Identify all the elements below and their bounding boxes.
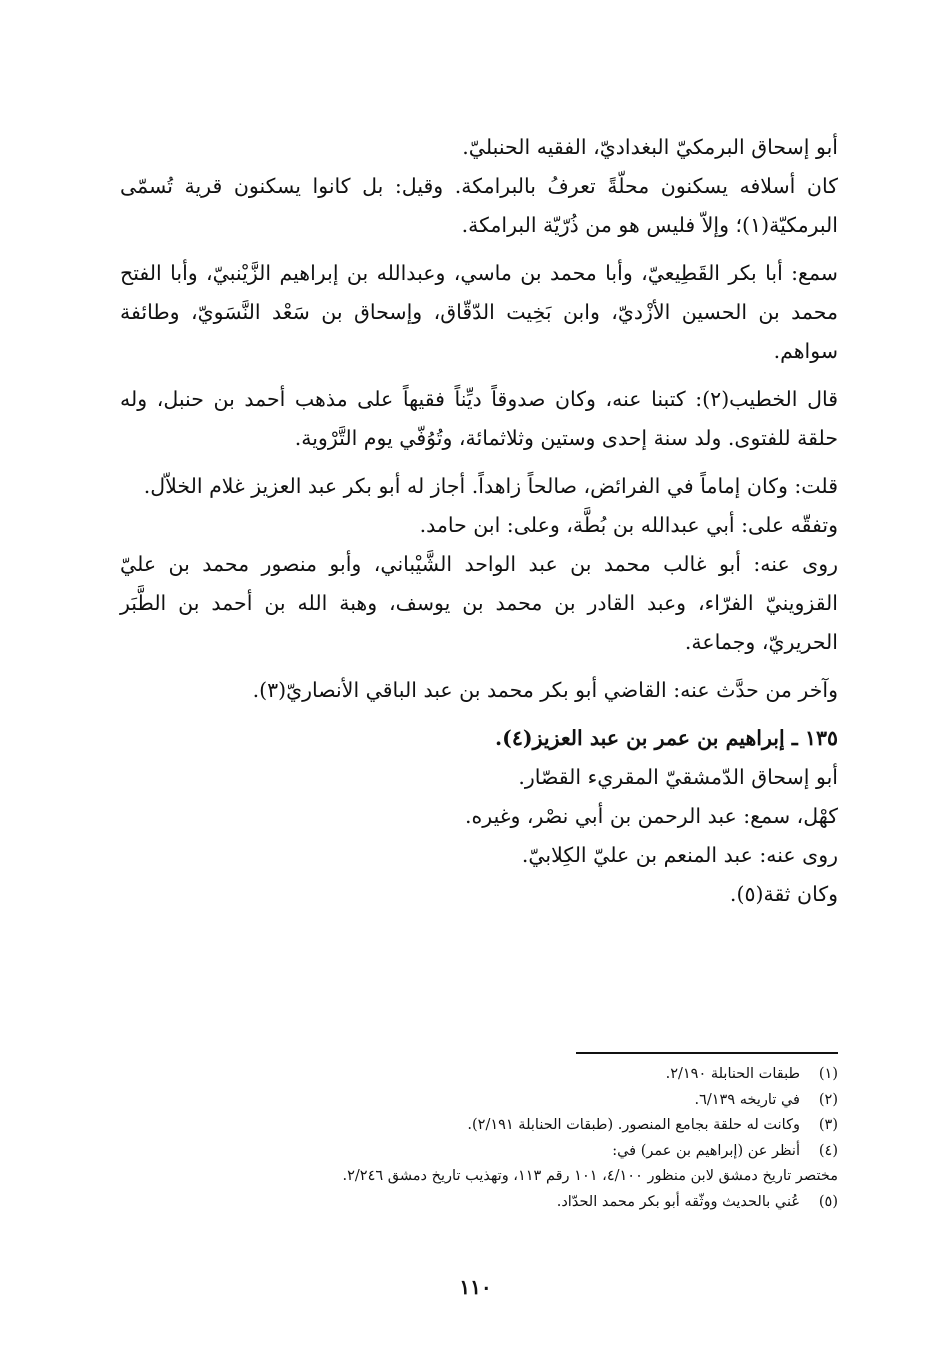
footnote-text: وكانت له حلقة بجامع المنصور. (طبقات الحنابلة ٢/١٩١). bbox=[467, 1117, 800, 1133]
footnote-divider bbox=[576, 1052, 838, 1054]
footnote-text: عُني بالحديث ووثّقه أبو بكر محمد الحدّاد. bbox=[556, 1193, 800, 1210]
footnote-text: طبقات الحنابلة ٢/١٩٠. bbox=[665, 1066, 800, 1082]
page-number: ١١٠ bbox=[459, 1275, 492, 1299]
paragraph-9: أبو إسحاق الدّمشقيّ المقريء القصّار. bbox=[518, 765, 838, 789]
footnote-text: مختصر تاريخ دمشق لابن منظور ٤/١٠٠، ١٠١ رقم ١١٣، وتهذيب تاريخ دمشق ٢/٢٤٦. bbox=[342, 1168, 838, 1184]
footnote bbox=[120, 1139, 838, 1165]
paragraph-8: وآخر من حدَّث عنه: القاضي أبو بكر محمد بن عبد الباقي الأنصاريّ(٣). bbox=[252, 678, 838, 702]
footnote bbox=[120, 1088, 838, 1114]
paragraph-7: روى عنه: أبو غالب محمد بن عبد الواحد الشَّيْباني، وأبو منصور محمد بن عليّ القزوينيّ الفرّاء، وعبد القادر بن محمد بن يوسف، وهبة الله بن أحمد بن الطَّبَر الحريريّ، وجماعة. bbox=[120, 552, 838, 654]
paragraph-1: أبو إسحاق البرمكيّ البغداديّ، الفقيه الحنبليّ. bbox=[462, 135, 838, 159]
main-text bbox=[120, 128, 838, 914]
footnote bbox=[120, 1113, 838, 1139]
paragraph-12: وكان ثقة(٥). bbox=[729, 882, 838, 906]
footnote-number: (٥) bbox=[818, 1193, 838, 1210]
footnote-number: (٤) bbox=[818, 1142, 838, 1159]
footnote-continuation bbox=[120, 1164, 838, 1190]
footnote-number: (١) bbox=[818, 1066, 838, 1082]
footnotes bbox=[120, 1062, 838, 1215]
footnote-text: في تاريخه ٦/١٣٩. bbox=[694, 1091, 800, 1108]
footnote-number: (٣) bbox=[818, 1117, 838, 1133]
paragraph-2: كان أسلافه يسكنون محلّةً تعرفُ بالبرامكة. وقيل: بل كانوا يسكنون قرية تُسمّى البرمكيّة(١)؛ وإلاّ فليس هو من ذُرّيّة البرامكة. bbox=[120, 174, 838, 237]
paragraph-5: قلت: وكان إماماً في الفرائض، صالحاً زاهداً. أجاز له أبو بكر عبد العزيز غلام الخلاّل. bbox=[143, 474, 838, 498]
paragraph-6: وتفقّه على: أبي عبدالله بن بُطَّة، وعلى: ابن حامد. bbox=[419, 513, 838, 537]
paragraph-10: كهْل، سمع: عبد الرحمن بن أبي نصْر، وغيره. bbox=[465, 804, 838, 828]
footnote bbox=[120, 1190, 838, 1216]
footnote bbox=[120, 1062, 838, 1088]
paragraph-11: روى عنه: عبد المنعم بن عليّ الكِلابيّ. bbox=[521, 843, 838, 867]
paragraph-4: قال الخطيب(٢): كتبنا عنه، وكان صدوقاً ديِّناً فقيهاً على مذهب أحمد بن حنبل، وله حلقة للفتوى. ولد سنة إحدى وستين وثلاثمائة، وتُوُفّي يوم التَّرْوية. bbox=[120, 387, 839, 450]
footnote-number: (٢) bbox=[818, 1091, 838, 1108]
paragraph-3: سمع: أبا بكر القَطِيعيّ، وأبا محمد بن ماسي، وعبدالله بن إبراهيم الزَّيْنبيّ، وأبا الفتح محمد بن الحسين الأزْديّ، وابن بَخِيت الدّقّاق، وإسحاق بن سَعْد النَّسَويّ، وطائفة سواهم. bbox=[120, 261, 838, 363]
footnote-text: أنظر عن (إبراهيم بن عمر) في: bbox=[612, 1142, 800, 1159]
entry-heading: ١٣٥ ـ إبراهيم بن عمر بن عبد العزيز(٤). bbox=[495, 726, 838, 750]
